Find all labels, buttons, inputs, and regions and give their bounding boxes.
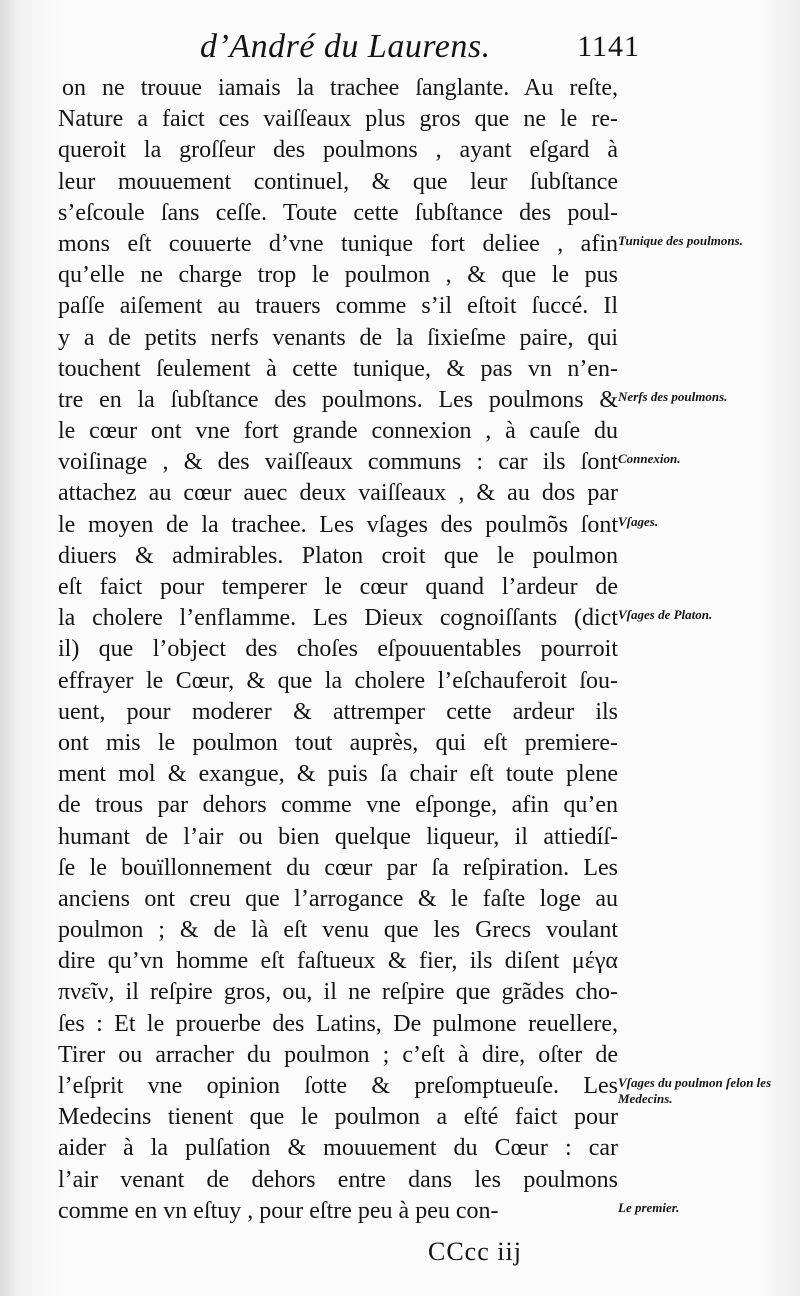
text-line: tre en la ſubſtance des poulmons. Les poulmons & (58, 386, 618, 413)
text-line: queroit la groſſeur des poulmons , ayant eſgard à (58, 137, 618, 164)
text-line: l’air venant de dehors entre dans les poulmons (58, 1166, 618, 1193)
signature-mark: CCcc iij (428, 1237, 522, 1266)
text-line: dire qu’vn homme eſt faſtueux & fier, ils diſent μέγα (58, 948, 618, 975)
text-line: de trous par dehors comme vne eſponge, afin qu’en (58, 792, 618, 819)
text-line: le moyen de la trachee. Les vſages des poulmõs ſont (58, 511, 618, 538)
text-line: la cholere l’enflamme. Les Dieux cognoiſſants (dict (58, 605, 618, 632)
text-line: il) que l’object des choſes eſpouuentables pourroit (58, 636, 618, 663)
text-line: paſſe aiſement au trauers comme s’il eſtoit ſuccé. Il (58, 293, 618, 320)
text-line: ont mis le poulmon tout auprès, qui eſt premiere- (58, 729, 618, 756)
text-line: humant de l’air ou bien quelque liqueur, il attiedíſ- (58, 823, 618, 850)
margin-note: Vſages. (618, 513, 659, 529)
text-line: ſes : Et le prouerbe des Latins, De pulmone reuellere, (58, 1010, 618, 1037)
text-line: attachez au cœur auec deux vaiſſeaux , & au dos par (58, 480, 618, 507)
text-line: l’eſprit vne opinion ſotte & preſomptueuſe. Les (58, 1073, 618, 1099)
text-line: mons eſt couuerte d’vne tunique fort deliee , afin (58, 230, 618, 257)
margin-note: Connexion. (618, 451, 681, 467)
margin-note: Nerfs des poulmons. (618, 389, 728, 404)
margin-note: Vſages de Platon. (618, 607, 713, 623)
text-line: diuers & admirables. Platon croit que le poulmon (58, 542, 618, 569)
page-header (200, 28, 640, 72)
text-line: y a de petits nerfs venants de la ſixieſme paire, qui (58, 324, 618, 351)
text-line: eſt faict pour temperer le cœur quand l’ardeur de (58, 574, 618, 600)
running-head: d’André du Laurens. (200, 28, 491, 65)
text-line: Medecins tienent que le poulmon a eſté faict pour (58, 1104, 618, 1131)
text-line: anciens ont creu que l’arrogance & le faſte loge au (58, 885, 618, 912)
text-line: le cœur ont vne fort grande connexion , à cauſe du (58, 418, 618, 445)
text-line: πνεῖν, il reſpire gros, ou, il ne reſpire que grãdes cho- (58, 979, 618, 1006)
text-line: s’eſcoule ſans ceſſe. Toute cette ſubſtance des poul- (58, 199, 618, 226)
text-line: Tirer ou arracher du poulmon ; c’eſt à dire, oſter de (58, 1041, 618, 1068)
text-line: aider à la pulſation & mouuement du Cœur : car (58, 1135, 618, 1162)
text-line: ſe le bouïllonnement du cœur par ſa reſpiration. Les (58, 854, 618, 881)
margin-note: Le premier. (618, 1200, 680, 1216)
margin-notes (618, 0, 798, 1296)
page-number: 1141 (577, 30, 640, 63)
text-line: uent, pour moderer & attremper cette ardeur ils (58, 698, 618, 725)
text-line: on ne trouue iamais la trachee ſanglante. Au reſte, (62, 75, 618, 101)
margin-note: Tunique des poulmons. (618, 233, 743, 248)
text-line: Nature a faict ces vaiſſeaux plus gros que ne le re- (58, 106, 618, 133)
text-line: leur mouuement continuel, & que leur ſubſtance (58, 168, 618, 195)
text-line: ment mol & exangue, & puis ſa chair eſt toute plene (58, 761, 618, 788)
text-line: voiſinage , & des vaiſſeaux communs : car ils ſont (58, 449, 618, 476)
text-line: qu’elle ne charge trop le poulmon , & que le pus (58, 262, 618, 289)
text-line: effrayer le Cœur, & que la cholere l’eſchauferoit ſou- (58, 667, 618, 694)
text-line: poulmon ; & de là eſt venu que les Grecs voulant (58, 917, 618, 944)
body-text (58, 73, 618, 1227)
text-line: comme en vn eſtuy , pour eſtre peu à peu con- (58, 1197, 499, 1224)
margin-note: Vſages du poulmon ſelon les Medecins. (618, 1075, 772, 1107)
text-line: touchent ſeulement à cette tunique, & pas vn n’en- (58, 355, 618, 382)
